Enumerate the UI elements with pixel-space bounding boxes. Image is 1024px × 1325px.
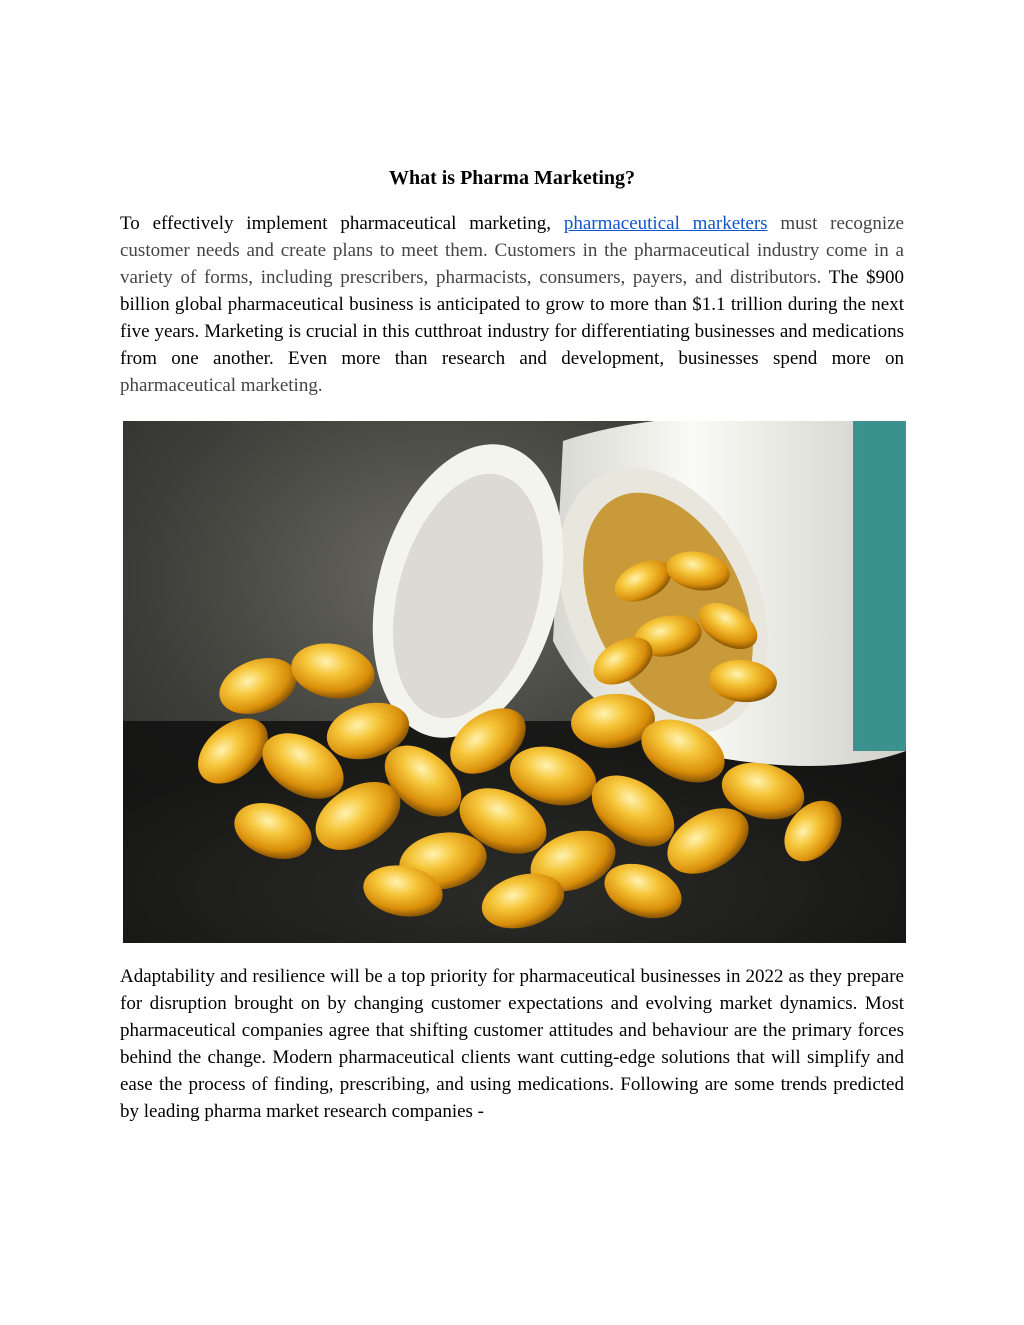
pharmaceutical-marketers-link[interactable]: pharmaceutical marketers <box>563 213 768 234</box>
capsules-illustration <box>123 421 906 943</box>
document-page <box>120 160 904 1125</box>
paragraph-intro-rest: The $900 billion global pharmaceutical business is anticipated to grow to more than $1.1 trillion during the next five years. Marketing is crucial in this cutthroat industry for differentiating businesses and medications from one another. Even more than research and development, businesses spend more on <box>120 267 904 369</box>
page-title: What is Pharma Marketing? <box>388 167 636 189</box>
paragraph-intro-lead: To effectively implement pharmaceutical marketing, <box>120 213 564 234</box>
capsules-bottle-photo <box>123 421 906 943</box>
paragraph-trends: Adaptability and resilience will be a top priority for pharmaceutical businesses in 2022 as they prepare for disruption brought on by changing customer expectations and evolving market dynamics. Most pharmaceutical companies agree that shifting customer attitudes and behaviour are the primary forces behind the change. Modern pharmaceutical clients want cutting-edge solutions that will simplify and ease the process of finding, prescribing, and using medications. Following are some trends predicted by leading pharma market research companies - <box>120 966 904 1122</box>
paragraph-intro-tail: pharmaceutical marketing. <box>120 375 323 396</box>
paragraph-intro <box>120 210 904 399</box>
paragraph-intro-muted: must recognize customer needs and create plans to meet them. Customers in the pharmaceutical industry come in a variety of forms, including prescribers, pharmacists, consumers, payers, and distributors. <box>120 213 904 288</box>
